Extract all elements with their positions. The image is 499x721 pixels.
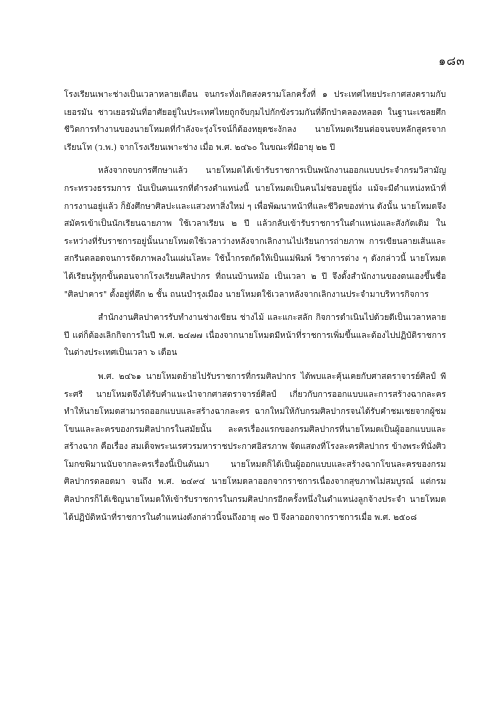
page-number: ๑๘๓: [438, 54, 465, 68]
paragraph-1: โรงเรียนเพาะช่างเป็นเวลาหลายเดือน จนกระทั่งเกิดสงครามโลกครั้งที่ ๑ ประเทศไทยประกาศสงครามกับเยอรมัน ชาวเยอรมันที่อาศัยอยู่ในประเทศไทยถูกจับกุมไปกักขังรวมกันที่ตึกป่าคลองหลอด ในฐานะเชลยศึก ชีวิตการทำงานของนายโหมดที่กำลังจะรุ่งโรจน์ก็ต้องหยุดชะงักลง นายโหมดเรียนต่อจนจบหลักสูตรจากเรียนโท (ว.พ.) จากโรงเรียนเพาะช่าง เมื่อ พ.ศ. ๒๔๖๐ ในขณะที่มีอายุ ๒๒ ปี: [64, 89, 446, 152]
paragraph-4: พ.ศ. ๒๔๖๑ นายโหมดย้ายไปรับราชการที่กรมศิลปากร ได้พบและคุ้นเคยกับศาสตราจารย์ศิลป์ พีระศรี นายโหมดจึงได้รับคำแนะนำจากศาสตราจารย์ศิลป์ เกี่ยวกับการออกแบบและการสร้างฉากละคร ทำให้นายโหมดสามารถออกแบบและสร้างฉากละคร ฉากใหม่ให้กับกรมศิลปากรจนได้รับคำชมเชยจากผู้ชมโขนและละครของกรมศิลปากรในสมัยนั้น ละครเรื่องแรกของกรมศิลปากรที่นายโหมดเป็นผู้ออกแบบและสร้างฉาก คือเรื่อง สมเด็จพระนเรศวรมหาราชประกาศอิสรภาพ จัดแสดงที่โรงละครศิลปากร ข้างพระที่นั่งศิวโมกขพิมานนับจากละครเรื่องนี้เป็นต้นมา นายโหมดก็ได้เป็นผู้ออกแบบและสร้างฉากโขนละครของกรมศิลปากรตลอดมา จนถึง พ.ศ. ๒๔๙๔ นายโหมดลาออกจากราชการเนื่องจากสุขภาพไม่สมบูรณ์ แต่กรมศิลปากรก็ได้เชิญนายโหมดให้เข้ารับราชการในกรมศิลปากรอีกครั้งหนึ่งในตำแหน่งลูกจ้างประจำ นายโหมดได้ปฏิบัติหน้าที่ราชการในตำแหน่งดังกล่าวนี้จนถึงอายุ ๗๐ ปี จึงลาออกจากราชการเมื่อ พ.ศ. ๒๕๐๘: [64, 370, 446, 522]
paragraph-3: สำนักงานศิลปาคารรับทำงานช่างเขียน ช่างไม้ และแกะสลัก กิจการดำเนินไปด้วยดีเป็นเวลาหลายปี แต่ก็ต้องเลิกกิจการในปี พ.ศ. ๒๔๗๗ เนื่องจากนายโหมดมีหน้าที่ราชการเพิ่มขึ้นและต้องไปปฏิบัติราชการในต่างประเทศเป็นเวลา ๖ เดือน: [64, 312, 446, 358]
paragraph-2: หลังจากจบการศึกษาแล้ว นายโหมดได้เข้ารับราชการเป็นพนักงานออกแบบประจำกรมวิสามัญ กระทรวงธรรมการ นับเป็นคนแรกที่ดำรงตำแหน่งนี้ นายโหมดเป็นคนไม่ชอบอยู่นิ่ง แม้จะมีตำแหน่งหน้าที่การงานอยู่แล้ว ก็ยังศึกษาศิลปะและแสวงหาสิ่งใหม่ ๆ เพื่อพัฒนาหน้าที่และชีวิตของท่าน ดังนั้น นายโหมดจึงสมัครเข้าเป็นนักเรียนฉายภาพ ใช้เวลาเรียน ๒ ปี แล้วกลับเข้ารับราชการในตำแหน่งและสังกัดเดิม ในระหว่างที่รับราชการอยู่นั้นนายโหมดใช้เวลาว่างหลังจากเลิกงานไปเรียนการถ่ายภาพ การเขียนลายเส้นและสกรีนตลอดจนการจัดภาพลงในแผ่นโลหะ ใช้น้ำกรดกัดให้เป็นแม่พิมพ์ วิชาการต่าง ๆ ดังกล่าวนี้ นายโหมดได้เรียนรู้ทุกขั้นตอนจากโรงเรียนศิลปากร ที่ถนนบ้านหม้อ เป็นเวลา ๒ ปี จึงตั้งสำนักงานของตนเองขึ้นชื่อ "ศิลปาคาร" ตั้งอยู่ที่ตึก ๒ ชั้น ถนนบำรุงเมือง นายโหมดใช้เวลาหลังจากเลิกงานประจำมาบริหารกิจการ: [64, 165, 446, 299]
body-text: [64, 86, 446, 526]
